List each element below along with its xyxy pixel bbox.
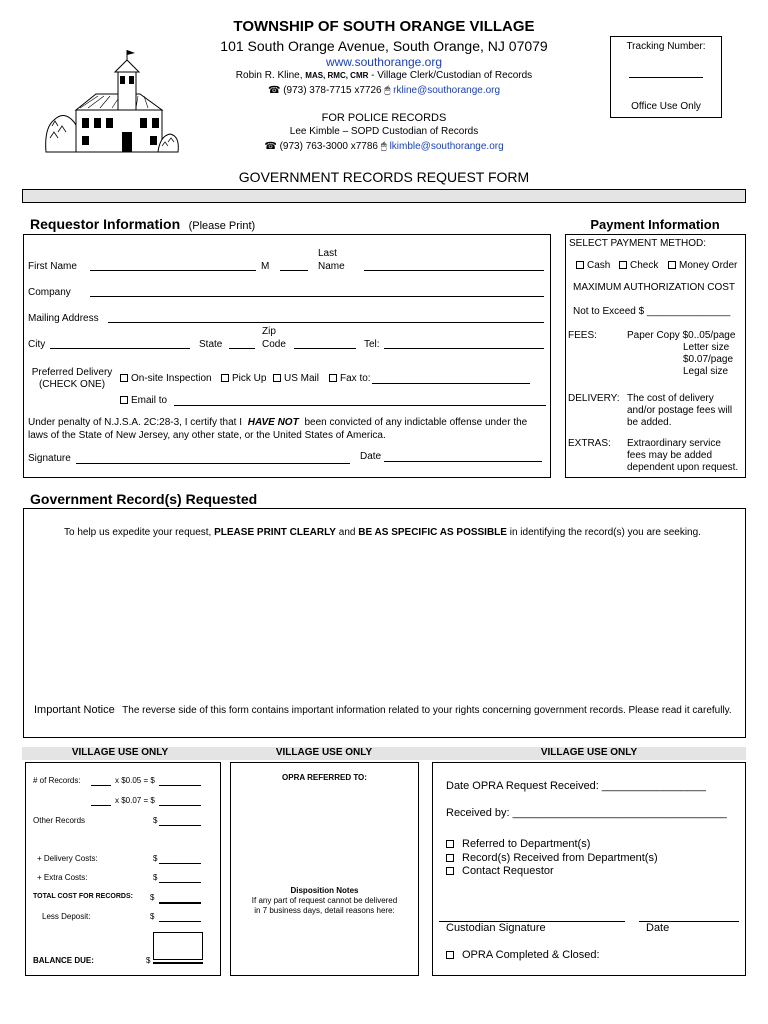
referred-dept[interactable] bbox=[446, 838, 590, 850]
pay-check[interactable] bbox=[619, 260, 658, 271]
email-input[interactable] bbox=[174, 405, 546, 406]
max-auth: MAXIMUM AUTHORIZATION COST bbox=[573, 282, 736, 293]
cert-post: been convicted of any indictable offense under the bbox=[304, 417, 528, 428]
police-contact: Lee Kimble – SOPD Custodian of Records bbox=[289, 126, 479, 137]
police-phone: (973) 763-3000 x7786 bbox=[279, 141, 378, 152]
village-header-2: VILLAGE USE ONLY bbox=[275, 747, 373, 758]
first-name-input[interactable] bbox=[90, 270, 256, 271]
header-bar bbox=[22, 189, 746, 203]
notice-text: The reverse side of this form contains important information related to your rights concerning government records. Please read it carefully. bbox=[122, 705, 732, 716]
requestor-box bbox=[23, 234, 551, 478]
records-title: Government Record(s) Requested bbox=[30, 491, 258, 507]
fee-legal: Legal size bbox=[683, 366, 729, 377]
checkbox-icon[interactable] bbox=[329, 374, 337, 382]
pay-cash[interactable] bbox=[576, 260, 610, 271]
cert-bold: HAVE NOT bbox=[247, 417, 299, 428]
contact-requestor-label: Contact Requestor bbox=[462, 865, 554, 877]
clerk-email[interactable]: rkline@southorange.org bbox=[393, 85, 501, 96]
village-hall-logo bbox=[40, 48, 182, 160]
opra-completed-label: OPRA Completed & Closed: bbox=[462, 949, 600, 961]
checkbox-icon[interactable] bbox=[120, 374, 128, 382]
checkbox-icon[interactable] bbox=[446, 840, 454, 848]
payment-title: Payment Information bbox=[590, 217, 720, 232]
delivery-label: DELIVERY: bbox=[568, 393, 620, 404]
other-records-label: Other Records bbox=[33, 816, 86, 825]
num-records-label: # of Records: bbox=[33, 776, 81, 785]
pay-check-label: Check bbox=[630, 260, 659, 271]
balance-due-dollar: $ bbox=[146, 956, 151, 965]
pay-money-order[interactable] bbox=[668, 260, 737, 271]
total-cost-dollar: $ bbox=[150, 893, 155, 902]
phone-icon: ☎ bbox=[264, 141, 277, 152]
records-box[interactable] bbox=[23, 508, 746, 738]
delivery-costs-input[interactable] bbox=[159, 863, 201, 864]
police-email[interactable]: lkimble@southorange.org bbox=[389, 141, 504, 152]
tracking-box bbox=[610, 36, 722, 118]
important-notice bbox=[34, 700, 744, 718]
records-received[interactable] bbox=[446, 852, 658, 864]
records-received-label: Record(s) Received from Department(s) bbox=[462, 852, 658, 864]
instr-and: and bbox=[338, 527, 356, 538]
company-label: Company bbox=[28, 287, 71, 298]
requestor-title: Requestor Information bbox=[30, 216, 181, 232]
notice-label: Important Notice bbox=[34, 704, 115, 716]
state-input[interactable] bbox=[229, 348, 255, 349]
option-pickup[interactable] bbox=[221, 373, 266, 384]
last-name-label-2: Name bbox=[318, 261, 345, 272]
extra-costs-input[interactable] bbox=[159, 882, 201, 883]
total-cost-label: TOTAL COST FOR RECORDS: bbox=[33, 893, 133, 900]
mailing-label: Mailing Address bbox=[28, 313, 99, 324]
fax-input[interactable] bbox=[372, 383, 530, 384]
mouse-icon: 🖱 bbox=[380, 141, 387, 152]
extras-line1: Extraordinary service bbox=[627, 438, 721, 449]
instr-post: in identifying the record(s) you are seeking. bbox=[509, 527, 701, 538]
balance-due-label: BALANCE DUE: bbox=[33, 956, 94, 965]
zip-label-1: Zip bbox=[262, 326, 276, 337]
select-method: SELECT PAYMENT METHOD: bbox=[569, 238, 707, 249]
opra-referred-label: OPRA REFERRED TO: bbox=[282, 773, 367, 782]
extra-costs-label: + Extra Costs: bbox=[37, 873, 88, 882]
tracking-input[interactable] bbox=[629, 77, 703, 78]
delivery-costs-label: + Delivery Costs: bbox=[37, 854, 98, 863]
fee-letter: Letter size bbox=[683, 342, 730, 353]
other-records-input[interactable] bbox=[159, 825, 201, 826]
delivery-line3: be added. bbox=[627, 417, 672, 428]
option-usmail[interactable] bbox=[273, 373, 319, 384]
preferred-label-2: (CHECK ONE) bbox=[38, 379, 106, 390]
last-name-input[interactable] bbox=[364, 270, 544, 271]
option-onsite[interactable] bbox=[120, 373, 212, 384]
date-received[interactable]: Date OPRA Request Received: _________________ bbox=[446, 780, 706, 792]
tel-input[interactable] bbox=[384, 348, 544, 349]
option-fax[interactable] bbox=[329, 373, 371, 384]
fee-007: $0.07/page bbox=[683, 354, 734, 365]
payment-box bbox=[565, 234, 746, 478]
middle-input[interactable] bbox=[280, 270, 308, 271]
disposition-line2: in 7 business days, detail reasons here: bbox=[254, 906, 395, 915]
checkbox-icon[interactable] bbox=[221, 374, 229, 382]
sig-date-label: Date bbox=[646, 922, 670, 934]
other-records-dollar: $ bbox=[153, 816, 158, 825]
instr-bold-2: BE AS SPECIFIC AS POSSIBLE bbox=[358, 527, 507, 538]
option-email-label: Email to bbox=[131, 395, 168, 406]
records-instructions bbox=[64, 527, 744, 538]
less-deposit-dollar: $ bbox=[150, 912, 155, 921]
received-by[interactable]: Received by: ___________________________________ bbox=[446, 807, 727, 819]
form-title: GOVERNMENT RECORDS REQUEST FORM bbox=[238, 169, 530, 185]
zip-input[interactable] bbox=[294, 348, 356, 349]
delivery-costs-dollar: $ bbox=[153, 854, 158, 863]
zip-label-2: Code bbox=[262, 339, 286, 350]
extras-label: EXTRAS: bbox=[568, 438, 611, 449]
option-onsite-label: On-site Inspection bbox=[131, 373, 212, 384]
checkbox-icon[interactable] bbox=[446, 854, 454, 862]
balance-box[interactable] bbox=[153, 932, 203, 960]
disposition-line1: If any part of request cannot be delivered bbox=[251, 896, 398, 905]
opra-completed[interactable] bbox=[446, 949, 600, 961]
signature-label: Signature bbox=[28, 453, 71, 464]
checkbox-icon[interactable] bbox=[446, 867, 454, 875]
village-header-3: VILLAGE USE ONLY bbox=[540, 747, 638, 758]
extras-line3: dependent upon request. bbox=[627, 462, 739, 473]
first-name-label: First Name bbox=[28, 261, 77, 272]
date-input[interactable] bbox=[384, 461, 542, 462]
custodian-sig-label: Custodian Signature bbox=[446, 922, 546, 934]
mouse-icon: 🖱 bbox=[384, 85, 391, 96]
option-fax-label: Fax to: bbox=[340, 373, 371, 384]
extra-costs-dollar: $ bbox=[153, 873, 158, 882]
police-heading: FOR POLICE RECORDS bbox=[321, 112, 447, 124]
rate-005-input[interactable] bbox=[159, 785, 201, 786]
checkbox-icon[interactable] bbox=[273, 374, 281, 382]
contact-requestor[interactable] bbox=[446, 865, 554, 877]
checkbox-icon[interactable] bbox=[668, 261, 676, 269]
not-to-exceed[interactable]: Not to Exceed $ _______________ bbox=[573, 306, 731, 317]
rate-005: x $0.05 = $ bbox=[115, 776, 155, 785]
delivery-line1: The cost of delivery bbox=[627, 393, 714, 404]
clerk-line bbox=[184, 70, 584, 81]
balance-due-line bbox=[153, 962, 203, 964]
clerk-credentials: MAS, RMC, CMR bbox=[305, 71, 369, 80]
fees-label: FEES: bbox=[568, 330, 597, 341]
instr-bold-1: PLEASE PRINT CLEARLY bbox=[214, 527, 336, 538]
village-header-1: VILLAGE USE ONLY bbox=[71, 747, 169, 758]
instr-pre: To help us expedite your request, bbox=[64, 527, 212, 538]
preferred-label-1: Preferred Delivery bbox=[31, 367, 113, 378]
city-input[interactable] bbox=[50, 348, 190, 349]
police-contact-line bbox=[184, 141, 584, 152]
certification-text bbox=[28, 416, 548, 442]
rate-007-input[interactable] bbox=[159, 805, 201, 806]
checkbox-icon[interactable] bbox=[619, 261, 627, 269]
option-email[interactable] bbox=[120, 395, 167, 406]
checkbox-icon[interactable] bbox=[120, 396, 128, 404]
disposition-title: Disposition Notes bbox=[290, 886, 359, 895]
township-name: TOWNSHIP OF SOUTH ORANGE VILLAGE bbox=[233, 18, 535, 35]
township-address: 101 South Orange Avenue, South Orange, NJ 07079 bbox=[220, 38, 548, 54]
total-cost-input[interactable] bbox=[159, 902, 201, 904]
cost-box bbox=[25, 762, 221, 976]
mailing-input[interactable] bbox=[108, 322, 544, 323]
option-pickup-label: Pick Up bbox=[232, 373, 267, 384]
cert-line2: laws of the State of New Jersey, any other state, or the United States of America. bbox=[28, 430, 386, 441]
requestor-subtitle: (Please Print) bbox=[188, 220, 256, 232]
checkbox-icon[interactable] bbox=[446, 951, 454, 959]
rate-007: x $0.07 = $ bbox=[115, 796, 155, 805]
clerk-title: - Village Clerk/Custodian of Records bbox=[371, 70, 533, 81]
less-deposit-input[interactable] bbox=[159, 921, 201, 922]
city-label: City bbox=[28, 339, 46, 350]
opra-referred-box[interactable] bbox=[230, 762, 419, 976]
company-input[interactable] bbox=[90, 296, 544, 297]
requestor-heading bbox=[30, 216, 255, 234]
office-use-only: Office Use Only bbox=[631, 101, 701, 112]
referred-dept-label: Referred to Department(s) bbox=[462, 838, 591, 850]
fee-paper: Paper Copy $0..05/page bbox=[627, 330, 736, 341]
website-link[interactable]: www.southorange.org bbox=[325, 55, 443, 69]
less-deposit-label: Less Deposit: bbox=[42, 912, 91, 921]
pay-cash-label: Cash bbox=[587, 260, 611, 271]
pay-money-order-label: Money Order bbox=[679, 260, 738, 271]
checkbox-icon[interactable] bbox=[576, 261, 584, 269]
cert-pre: Under penalty of N.J.S.A. 2C:28-3, I certify that I bbox=[28, 417, 242, 428]
delivery-text bbox=[627, 393, 732, 429]
middle-label: M bbox=[261, 261, 270, 272]
phone-icon: ☎ bbox=[267, 85, 281, 96]
tel-label: Tel: bbox=[364, 339, 380, 350]
state-label: State bbox=[199, 339, 223, 350]
num-records-007-input[interactable] bbox=[91, 805, 111, 806]
tracking-label: Tracking Number: bbox=[626, 41, 706, 52]
num-records-input[interactable] bbox=[91, 785, 111, 786]
last-name-label-1: Last bbox=[318, 248, 337, 259]
delivery-line2: and/or postage fees will bbox=[627, 405, 733, 416]
clerk-name: Robin R. Kline, bbox=[235, 70, 303, 81]
signature-input[interactable] bbox=[76, 463, 350, 464]
date-label: Date bbox=[360, 451, 382, 462]
custodian-box bbox=[432, 762, 746, 976]
clerk-contact bbox=[184, 85, 584, 96]
clerk-phone: (973) 378-7715 x7726 bbox=[283, 85, 382, 96]
extras-line2: fees may be added bbox=[627, 450, 713, 461]
extras-text bbox=[627, 438, 738, 474]
option-usmail-label: US Mail bbox=[284, 373, 320, 384]
